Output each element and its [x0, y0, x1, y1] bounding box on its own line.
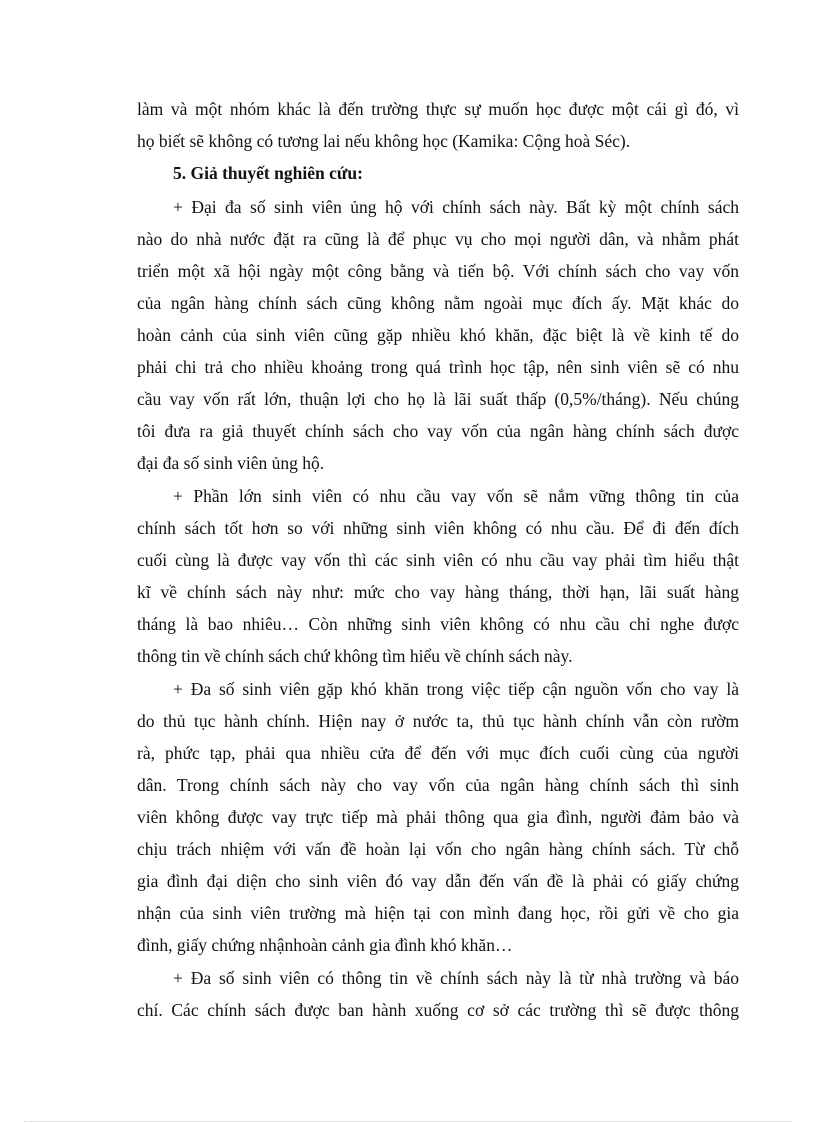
- hypothesis-2-line-3: cuối cùng là được vay vốn thì các sinh viên có nhu cầu vay phải tìm hiểu thật: [137, 550, 739, 570]
- hypothesis-1-line-4: của ngân hàng chính sách cũng không nằm ngoài mục đích ấy. Mặt khác do: [137, 293, 739, 313]
- hypothesis-2-line-2: chính sách tốt hơn so với những sinh viên không có nhu cầu. Để đi đến đích: [137, 518, 739, 538]
- hypothesis-3-line-7: gia đình đại diện cho sinh viên đó vay dẫn đến vấn đề là phải có giấy chứng: [137, 871, 739, 891]
- hypothesis-2-line-6: thông tin về chính sách chứ không tìm hiểu về chính sách này.: [137, 646, 573, 666]
- hypothesis-3-line-4: dân. Trong chính sách này cho vay vốn của ngân hàng chính sách thì sinh: [137, 775, 739, 795]
- hypothesis-1-line-3: triển một xã hội ngày một công bằng và tiến bộ. Với chính sách cho vay vốn: [137, 261, 739, 281]
- hypothesis-1-line-9: đại đa số sinh viên ủng hộ.: [137, 453, 325, 473]
- hypothesis-3-line-3: rà, phức tạp, phải qua nhiều cửa để đến với mục đích cuối cùng của người: [137, 743, 739, 763]
- intro-line-1: làm và một nhóm khác là đến trường thực sự muốn học được một cái gì đó, vì: [137, 99, 739, 119]
- hypothesis-2-line-4: kĩ về chính sách này như: mức cho vay hàng tháng, thời hạn, lãi suất hàng: [137, 582, 739, 602]
- hypothesis-1-line-7: cầu vay vốn rất lớn, thuận lợi cho họ là lãi suất thấp (0,5%/tháng). Nếu chúng: [137, 389, 739, 409]
- hypothesis-1-line-1: + Đại đa số sinh viên ủng hộ với chính sách này. Bất kỳ một chính sách: [173, 197, 739, 217]
- hypothesis-4-line-1: + Đa số sinh viên có thông tin về chính sách này là từ nhà trường và báo: [173, 968, 739, 988]
- page-bottom-border: [24, 1121, 792, 1122]
- hypothesis-2-line-1: + Phần lớn sinh viên có nhu cầu vay vốn sẽ nắm vững thông tin của: [173, 486, 739, 506]
- hypothesis-2-line-5: tháng là bao nhiêu… Còn những sinh viên không có nhu cầu chỉ nghe được: [137, 614, 739, 634]
- section-heading: 5. Giả thuyết nghiên cứu:: [173, 163, 363, 183]
- hypothesis-3-line-6: chịu trách nhiệm với vấn đề hoàn lại vốn cho ngân hàng chính sách. Từ chỗ: [137, 839, 739, 859]
- hypothesis-3-line-5: viên không được vay trực tiếp mà phải thông qua gia đình, người đảm bảo và: [137, 807, 739, 827]
- hypothesis-3-line-9: đình, giấy chứng nhậnhoàn cảnh gia đình khó khăn…: [137, 935, 513, 955]
- hypothesis-3-line-8: nhận của sinh viên trường mà hiện tại con mình đang học, rồi gửi về cho gia: [137, 903, 739, 923]
- hypothesis-4-line-2: chí. Các chính sách được ban hành xuống cơ sở các trường thì sẽ được thông: [137, 1000, 739, 1020]
- intro-line-2: họ biết sẽ không có tương lai nếu không học (Kamika: Cộng hoà Séc).: [137, 131, 631, 151]
- hypothesis-1-line-8: tôi đưa ra giả thuyết chính sách cho vay vốn của ngân hàng chính sách được: [137, 421, 739, 441]
- hypothesis-1-line-6: phải chi trả cho nhiều khoảng trong quá trình học tập, nên sinh viên sẽ có nhu: [137, 357, 739, 377]
- hypothesis-1-line-5: hoàn cảnh của sinh viên cũng gặp nhiều khó khăn, đặc biệt là về kinh tế do: [137, 325, 739, 345]
- hypothesis-3-line-2: do thủ tục hành chính. Hiện nay ở nước ta, thủ tục hành chính vẫn còn rườm: [137, 711, 739, 731]
- hypothesis-3-line-1: + Đa số sinh viên gặp khó khăn trong việc tiếp cận nguồn vốn cho vay là: [173, 679, 739, 699]
- hypothesis-1-line-2: nào do nhà nước đặt ra cũng là để phục vụ cho mọi người dân, và nhằm phát: [137, 229, 739, 249]
